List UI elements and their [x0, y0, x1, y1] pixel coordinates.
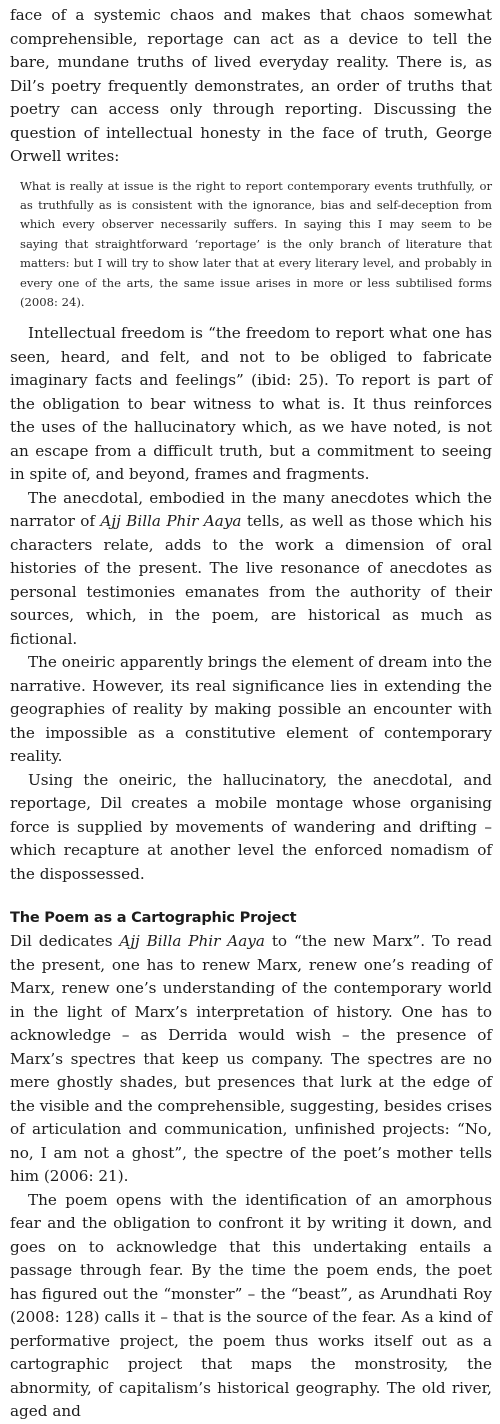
paragraph-montage: Using the oneiric, the hallucinatory, the anecdotal, and reportage, Dil creates a mobile montage whose organising force is supplied by movements of wandering and drifting – which recapture at another level the enforced nomadism of the dispossessed. — [10, 770, 492, 883]
poem-title: Ajj Billa Phir Aaya — [100, 512, 242, 531]
text-span: Dil dedicates — [10, 932, 120, 951]
paragraph-anecdotal — [10, 487, 492, 652]
poem-title: Ajj Billa Phir Aaya — [119, 932, 265, 951]
text-span: tells, as well as those which his characters relate, adds to the work a dimension of oral histories of the present. The live resonance of anecdotes as personal testimonies emanates from the authority of their sources, which, in the poem, are historical as much as fictional. — [10, 512, 493, 648]
paragraph-intellectual-freedom: Intellectual freedom is “the freedom to report what one has seen, heard, and felt, and not to be obliged to fabricate imaginary facts and feelings” (ibid: 25). To report is part of the obligation to bear witness to what is. It thus reinforces the uses of the hallucinatory which, as we have noted, is not an escape from a difficult truth, but a commitment to seeing in spite of, and beyond, frames and fragments. — [10, 324, 492, 484]
paragraph-new-marx — [10, 930, 492, 1189]
paragraph-oneiric: The oneiric apparently brings the element of dream into the narrative. However, its real significance lies in extending the geographies of reality by making possible an encounter with the impossible as a constitutive element of contemporary reality. — [10, 653, 492, 766]
text-span: to “the new Marx”. To read the present, one has to renew Marx, renew one’s reading of Marx, renew one’s understanding of the contemporary world in the light of Marx’s interpretation of history. One has to acknowledge – as Derrida would wish – the presence of Marx’s spectres that keep us company. The spectres are no mere ghostly shades, but presences that lurk at the edge of the visible and the comprehensible, suggesting, besides crises of articulation and communication, unfinished projects: “No, no, I am not a ghost”, the spectre of the poet’s mother tells him (2006: 21). — [10, 932, 492, 1186]
block-quote-orwell: What is really at issue is the right to report contemporary events truthfully, or as truthfully as is consistent with the ignorance, bias and self-deception from which every observer necessarily suffers. In saying this I may seem to be saying that straightforward ‘reportage’ is the only branch of literature that matters: but I will try to show later that at every literary level, and probably in every one of the arts, the same issue arises in more or less subtilised forms (2008: 24). — [20, 178, 492, 309]
text-span: The anecdotal, embodied in the many anecdotes which the narrator of — [10, 488, 492, 531]
paragraph-orwell-intro: face of a systemic chaos and makes that chaos somewhat comprehensible, reportage can act as a device to tell the bare, mundane truths of lived everyday reality. There is, as Dil’s poetry frequently demonstrates, an order of truths that poetry can access only through reporting. Discussing the question of intellectual honesty in the face of truth, George Orwell writes: — [10, 6, 492, 165]
paragraph-poem-opens: The poem opens with the identification of an amorphous fear and the obligation to confront it by writing it down, and goes on to acknowledge that this undertaking entails a passage through fear. By the time the poem ends, the poet has figured out the “monster” – the “beast”, as Arundhati Roy (2008: 128) calls it – that is the source of the fear. As a kind of performative project, the poem thus works itself out as a cartographic project that maps the monstrosity, the abnormity, of capitalism’s historical geography. The old river, aged and — [10, 1190, 492, 1421]
section-heading: The Poem as a Cartographic Project — [10, 910, 297, 927]
